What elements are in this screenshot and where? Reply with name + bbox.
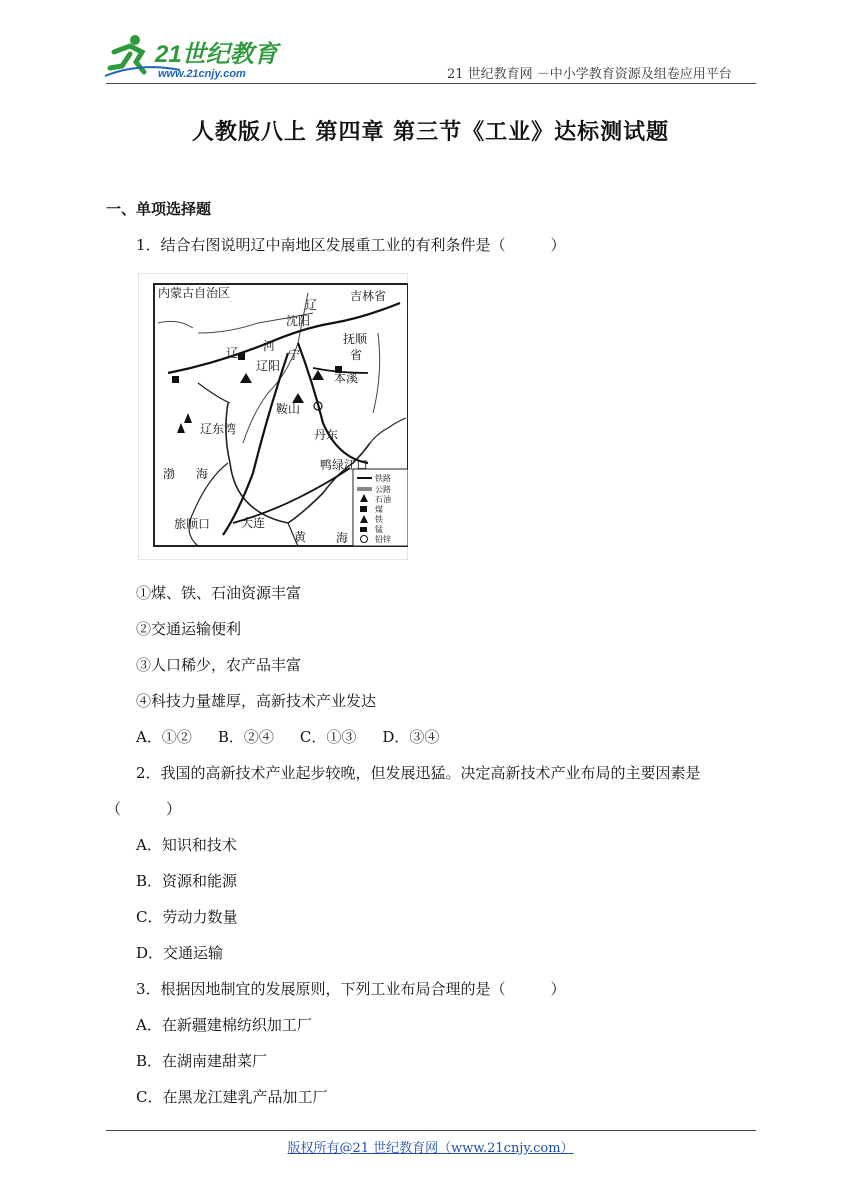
footer — [0, 1137, 861, 1156]
q1-item-3: ③人口稀少，农产品丰富 — [136, 656, 302, 674]
legend-manganese: 锰 — [375, 525, 383, 534]
label-yalujiang: 鸭绿江口 — [320, 458, 369, 472]
legend-oil: 石油 — [375, 495, 391, 504]
q2-option-c[interactable]: C．劳动力数量 — [136, 908, 238, 926]
header-site-text: 21 世纪教育网 －中小学教育资源及组卷应用平台 — [447, 67, 732, 82]
q3-option-b[interactable]: B．在湖南建甜菜厂 — [136, 1052, 268, 1070]
q1-item-4: ④科技力量雄厚，高新技术产业发达 — [136, 692, 377, 710]
legend-leadzinc: 铅锌 — [375, 535, 391, 544]
logo-text: 21世纪教育 — [155, 41, 278, 68]
label-liao2: 辽 — [226, 346, 239, 360]
label-lvshunkou: 旅顺口 — [174, 517, 211, 531]
q1-item-1: ①煤、铁、石油资源丰富 — [136, 584, 302, 602]
footer-divider — [106, 1130, 756, 1131]
label-hai2: 海 — [336, 531, 349, 545]
q2-stem-line2: （ ） — [106, 800, 182, 818]
label-liaoyang: 辽阳 — [256, 359, 281, 373]
q2-option-a[interactable]: A．知识和技术 — [136, 836, 237, 854]
label-anshan: 鞍山 — [276, 402, 301, 416]
label-huang: 黄 — [294, 530, 307, 544]
q1-options — [136, 726, 465, 747]
label-bo: 渤 — [163, 467, 176, 481]
label-jilin: 吉林省 — [350, 289, 387, 303]
q1-option-d[interactable]: D．③④ — [382, 728, 440, 746]
legend-railway: 铁路 — [375, 474, 391, 483]
q3-option-c[interactable]: C．在黑龙江建乳产品加工厂 — [136, 1088, 328, 1106]
label-nmg: 内蒙古自治区 — [158, 286, 231, 300]
q3-stem: 3．根据因地制宜的发展原则，下列工业布局合理的是（ ） — [136, 980, 566, 998]
q1-option-b[interactable]: B．②④ — [217, 728, 274, 746]
header-divider — [106, 83, 756, 84]
legend-iron: 铁 — [375, 515, 383, 524]
label-liaodongwan: 辽东湾 — [200, 422, 237, 436]
legend-coal: 煤 — [375, 505, 383, 514]
section-heading: 一、单项选择题 — [106, 200, 212, 218]
q2-stem-line1: 2．我国的高新技术产业起步较晚，但发展迅猛。决定高新技术产业布局的主要因素是 — [136, 764, 701, 782]
q1-option-c[interactable]: C．①③ — [299, 728, 357, 746]
q1-item-2: ②交通运输便利 — [136, 620, 242, 638]
q2-option-d[interactable]: D．交通运输 — [136, 944, 224, 962]
logo-url: www.21cnjy.com — [158, 68, 246, 80]
q1-stem: 1．结合右图说明辽中南地区发展重工业的有利条件是（ ） — [136, 236, 566, 254]
label-shenyang: 沈阳 — [286, 314, 311, 328]
label-liao1: 辽 — [305, 298, 318, 312]
footer-link[interactable]: 版权所有@21 世纪教育网（www.21cnjy.com） — [287, 1141, 574, 1156]
label-benxi: 本溪 — [334, 371, 359, 385]
q1-option-a[interactable]: A．①② — [136, 728, 192, 746]
label-fushun: 抚顺 — [343, 332, 368, 346]
label-sheng: 省 — [350, 348, 363, 362]
label-dandong: 丹东 — [314, 428, 339, 442]
label-hai1: 海 — [196, 467, 209, 481]
q2-option-b[interactable]: B．资源和能源 — [136, 872, 238, 890]
legend-road: 公路 — [375, 485, 391, 494]
label-dalian: 大连 — [241, 516, 266, 530]
site-logo[interactable] — [100, 32, 290, 82]
page-title: 人教版八上 第四章 第三节《工业》达标测试题 — [191, 119, 670, 145]
q3-option-a[interactable]: A．在新疆建棉纺织加工厂 — [136, 1016, 312, 1034]
label-ning: 宁 — [288, 348, 301, 362]
label-he: 河 — [263, 339, 276, 353]
liaozhongnan-map — [138, 273, 408, 560]
